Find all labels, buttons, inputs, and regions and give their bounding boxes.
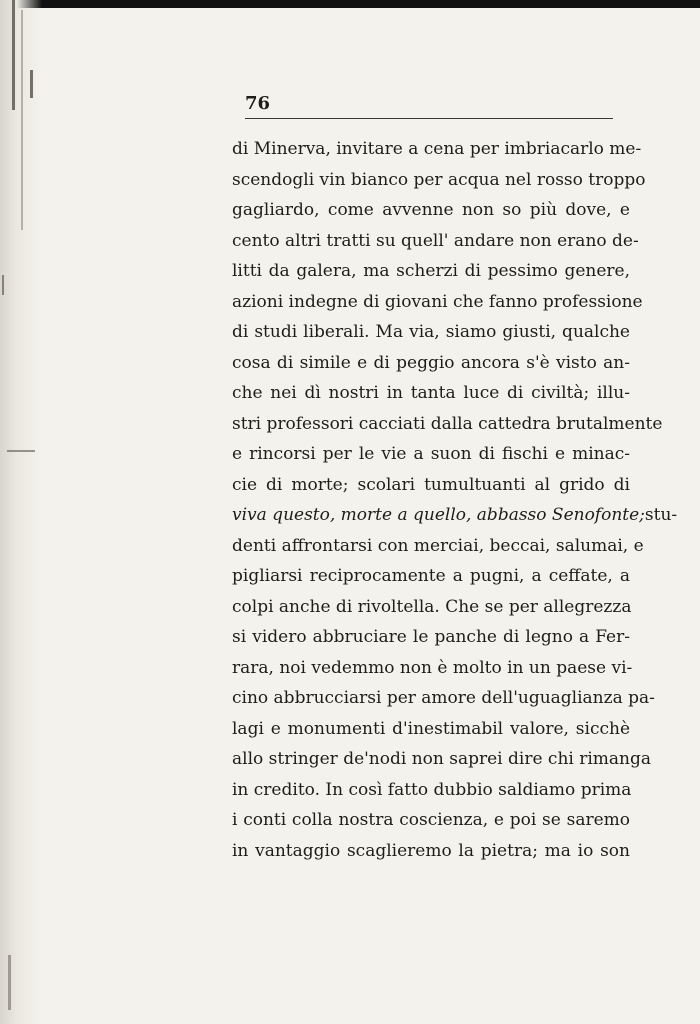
text-line-mixed [232, 500, 678, 531]
text-line-content: gagliardo, come avvenne non so più dove, e [232, 200, 630, 220]
text-line-content: litti da galera, ma scherzi di pessimo genere, [232, 261, 630, 281]
text-line [232, 592, 630, 623]
text-line [232, 622, 630, 653]
text-line [232, 561, 630, 592]
text-line-content: cento altri tratti su quell' andare non erano de- [232, 230, 639, 251]
text-line [232, 531, 644, 562]
text-line-content: stri professori cacciati dalla cattedra brutalmente [232, 413, 663, 434]
text-line-content: in vantaggio scaglieremo la pietra; ma io son [232, 840, 630, 861]
text-line [232, 287, 643, 318]
text-line-content: cie di morte; scolari tumultuanti al grido di [232, 474, 630, 495]
text-line [232, 470, 630, 501]
text-line [232, 653, 633, 684]
text-line [232, 165, 646, 196]
text-line [232, 256, 630, 287]
text-line [232, 378, 630, 409]
text-line [232, 744, 652, 775]
text-line [232, 805, 630, 836]
text-line-content: che nei dì nostri in tanta luce di civiltà; illu- [232, 383, 630, 403]
text-line-content: scendogli vin bianco per acqua nel rosso troppo [232, 169, 646, 190]
text-line-content: e rincorsi per le vie a suon di fischi e minac- [232, 444, 630, 464]
text-line [232, 775, 630, 806]
text-line-content: allo stringer de'nodi non saprei dire chi rimanga [232, 749, 652, 769]
text-line-content: cosa di simile e di peggio ancora s'è visto an- [232, 352, 630, 373]
page-header [245, 94, 613, 119]
text-line [232, 195, 630, 226]
text-line-content: in credito. In così fatto dubbio saldiamo prima [232, 779, 632, 800]
text-line-content: di studi liberali. Ma via, siamo giusti, qualche [232, 322, 630, 342]
text-line-content: stu- [644, 505, 678, 525]
text-line [232, 134, 642, 165]
body-text [232, 134, 678, 866]
text-line [232, 683, 655, 714]
text-line [232, 317, 630, 348]
text-line-content: lagi e monumenti d'inestimabil valore, sicchè [232, 718, 630, 739]
text-line [232, 714, 630, 745]
text-line-content: denti affrontarsi con merciai, beccai, salumai, e [232, 535, 644, 556]
italic-phrase: viva questo, morte a quello, abbasso Senofonte; [232, 505, 645, 525]
text-line-content: di Minerva, invitare a cena per imbriacarlo me- [232, 139, 642, 159]
text-line [232, 836, 630, 867]
text-line-content: rara, noi vedemmo non è molto in un paese vi- [232, 657, 633, 678]
text-line-content: pigliarsi reciprocamente a pugni, a ceffate, a [232, 566, 630, 586]
text-line-content: azioni indegne di giovani che fanno professione [232, 291, 643, 312]
text-line [232, 226, 639, 257]
text-line [232, 409, 663, 440]
text-line-content: cino abbrucciarsi per amore dell'uguaglianza pa- [232, 688, 655, 708]
text-line-content: colpi anche di rivoltella. Che se per allegrezza [232, 596, 632, 617]
text-line-content: i conti colla nostra coscienza, e poi se saremo [232, 810, 630, 830]
text-line [232, 439, 630, 470]
text-line [232, 348, 630, 379]
text-line-content: si videro abbruciare le panche di legno a Fer- [232, 627, 630, 647]
page-number: 76 [245, 93, 271, 114]
